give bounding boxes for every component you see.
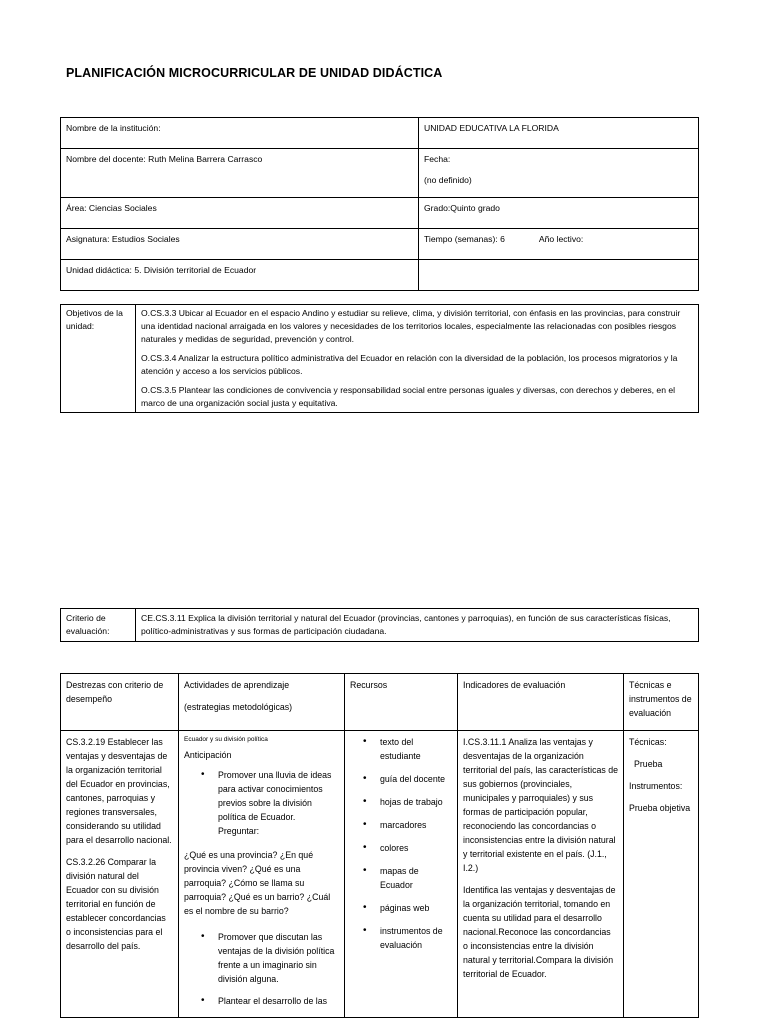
table-row	[61, 731, 699, 1018]
subject-cell	[61, 229, 419, 260]
table-header-row	[61, 674, 699, 731]
header-activities: Actividades de aprendizaje (estrategias metodológicas)	[179, 674, 345, 731]
grade-cell	[419, 198, 699, 229]
date-value: (no definido)	[424, 175, 472, 185]
teacher-cell	[61, 149, 419, 198]
header-techniques: Técnicas e instrumentos de evaluación	[624, 674, 699, 731]
objectives-label-cell	[61, 305, 136, 413]
criterion-table	[60, 608, 699, 642]
list-item: • texto del estudiante	[380, 735, 452, 763]
activity-note: Ecuador y su división política	[184, 736, 268, 743]
instruments-value: Prueba objetiva	[629, 803, 691, 813]
techniques-label: Técnicas:	[629, 737, 667, 747]
table-row	[61, 609, 699, 642]
list-item: • instrumentos de evaluación	[380, 924, 452, 952]
list-item: • Promover una lluvia de ideas para activar conocimientos previos sobre la división política de Ecuador. Preguntar:	[218, 768, 339, 838]
objectives-table	[60, 304, 699, 413]
date-cell	[419, 149, 699, 198]
empty-cell	[419, 260, 699, 291]
header-indicators: Indicadores de evaluación	[458, 674, 624, 731]
institution-value-cell	[419, 118, 699, 149]
criterion-content-cell	[136, 609, 699, 642]
objectives-content-cell	[136, 305, 699, 413]
criterion-label: Criterio de evaluación:	[66, 613, 110, 636]
table-row	[61, 260, 699, 291]
techniques-cell	[624, 731, 699, 1018]
list-item: • hojas de trabajo	[380, 795, 452, 809]
list-item: • mapas de Ecuador	[380, 864, 452, 892]
subject-value: Asignatura: Estudios Sociales	[66, 234, 180, 244]
institution-label: Nombre de la institución:	[66, 123, 161, 133]
grade-value: Grado:Quinto grado	[424, 203, 500, 213]
skill-item: CS.3.2.26 Comparar la división natural del Ecuador con su división territorial en función de establecer concordancias o inconsistencias para el desarrollo del país.	[66, 857, 166, 951]
activities-cell	[179, 731, 345, 1018]
questions-text: ¿Qué es una provincia? ¿En qué provincia viven? ¿Qué es una parroquia? ¿Cómo se llama su parroquia? ¿Qué es un barrio? ¿Cuál es el nombre de su barrio?	[184, 850, 331, 916]
teacher-name: Nombre del docente: Ruth Melina Barrera Carrasco	[66, 154, 263, 164]
list-item: • Plantear el desarrollo de las	[218, 994, 339, 1008]
indicator-item: Identifica las ventajas y desventajas de la organización territorial, tomando en cuenta su utilidad para el desarrollo nacional.Reconoce las concordancias o inconsistencias entre la división natural y territorial.Compara la división territorial de Ecuador.	[463, 885, 616, 979]
activity-list	[184, 768, 339, 838]
resources-cell	[345, 731, 458, 1018]
activity-list	[184, 930, 339, 1008]
area-cell	[61, 198, 419, 229]
header-resources: Recursos	[345, 674, 458, 731]
list-item: • guía del docente	[380, 772, 452, 786]
page-title: PLANIFICACIÓN MICROCURRICULAR DE UNIDAD DIDÁCTICA	[66, 66, 443, 80]
list-item: • Promover que discutan las ventajas de la división política frente a un imaginario sin división alguna.	[218, 930, 339, 986]
date-label: Fecha:	[424, 154, 451, 164]
indicator-item: I.CS.3.11.1 Analiza las ventajas y desventajas de la organización territorial del país, las características de sus gobiernos (provinciales, municipales y parroquiales) y sus formas de participación popular, reconociendo las concordancias o inconsistencias entre la división natural y territorial existente en el país. (J.1., I.2.)	[463, 737, 618, 873]
institution-label-cell	[61, 118, 419, 149]
list-item: • marcadores	[380, 818, 452, 832]
time-cell	[419, 229, 699, 260]
header-skills: Destrezas con criterio de desempeño	[61, 674, 179, 731]
table-row	[61, 198, 699, 229]
table-row	[61, 118, 699, 149]
criterion-label-cell	[61, 609, 136, 642]
institution-value: UNIDAD EDUCATIVA LA FLORIDA	[424, 123, 559, 133]
objective-item: O.CS.3.3 Ubicar al Ecuador en el espacio Andino y estudiar su relieve, clima, y división territorial, con énfasis en las provincias, para construir una identidad nacional arraigada en los valores y necesidades de los territorios locales, especialmente las relacionadas con posibles riesgos naturales y medidas de seguridad, prevención y control.	[141, 308, 681, 344]
objective-item: O.CS.3.5 Plantear las condiciones de convivencia y responsabilidad social entre personas iguales y diversas, con derechos y deberes, en el marco de una organización social justa y equitativa.	[141, 385, 676, 408]
unit-value: Unidad didáctica: 5. División territorial de Ecuador	[66, 265, 257, 275]
instruments-label: Instrumentos:	[629, 781, 683, 791]
school-year-label: Año lectivo:	[538, 234, 584, 244]
unit-cell	[61, 260, 419, 291]
skills-cell	[61, 731, 179, 1018]
planning-table	[60, 673, 699, 1018]
table-row	[61, 229, 699, 260]
techniques-value: Prueba	[634, 759, 663, 769]
ask-label: Preguntar:	[218, 826, 260, 836]
anticipation-heading: Anticipación	[184, 750, 232, 760]
skill-item: CS.3.2.19 Establecer las ventajas y desventajas de la organización territorial del Ecuador en provincias, cantones, parroquias y regiones transversales, considerando su utilidad para el desarrollo nacional.	[66, 737, 172, 845]
general-info-table	[60, 117, 699, 291]
indicators-cell	[458, 731, 624, 1018]
table-row	[61, 149, 699, 198]
list-item: • páginas web	[380, 901, 452, 915]
table-row	[61, 305, 699, 413]
area-value: Área: Ciencias Sociales	[66, 203, 157, 213]
resources-list	[350, 735, 452, 952]
objective-item: O.CS.3.4 Analizar la estructura político administrativa del Ecuador en relación con la diversidad de la población, los procesos migratorios y la atención y acceso a los servicios públicos.	[141, 353, 678, 376]
criterion-text: CE.CS.3.11 Explica la división territorial y natural del Ecuador (provincias, cantones y parroquias), en función de sus características físicas, político-administrativas y sus formas de participación ciudadana.	[141, 613, 671, 636]
objectives-label: Objetivos de la unidad:	[66, 308, 123, 331]
list-item: • colores	[380, 841, 452, 855]
time-weeks: Tiempo (semanas): 6	[424, 234, 505, 244]
